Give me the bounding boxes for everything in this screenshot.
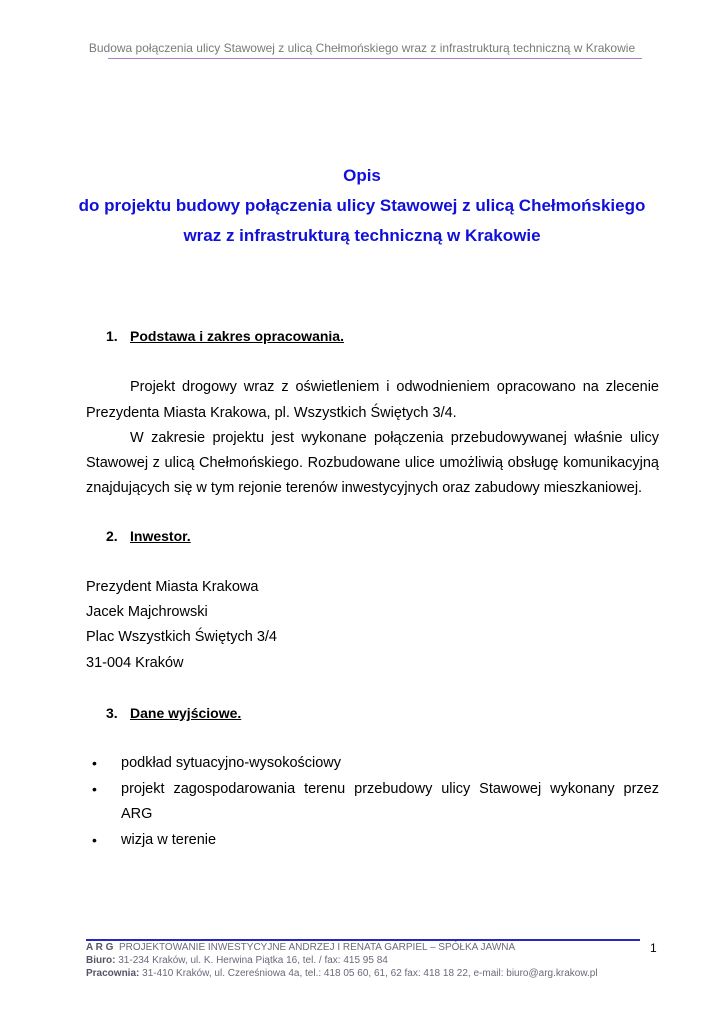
list-item: projekt zagospodarowania terenu przebudowy ulicy Stawowej wykonany przez bbox=[121, 781, 659, 797]
list-item: podkład sytuacyjno-wysokościowy bbox=[121, 755, 342, 771]
header-rule bbox=[108, 58, 642, 59]
paragraph-line: W zakresie projektu jest wykonane połączenia przebudowywanej właśnie ulicy bbox=[130, 430, 659, 446]
footer-office-text: 31-234 Kraków, ul. K. Herwina Piątka 16, tel. / fax: 415 95 84 bbox=[118, 955, 388, 966]
section-1-heading bbox=[106, 328, 344, 344]
title-line-subject: do projektu budowy połączenia ulicy Stawowej z ulicą Chełmońskiego bbox=[78, 196, 646, 215]
footer-company bbox=[86, 942, 515, 954]
investor-city: 31-004 Kraków bbox=[86, 655, 184, 671]
footer-office bbox=[86, 955, 388, 967]
section-1-title: Podstawa i zakres opracowania. bbox=[130, 328, 344, 344]
page-number: 1 bbox=[650, 941, 657, 955]
footer-studio bbox=[86, 968, 598, 980]
list-item-continuation: ARG bbox=[121, 806, 153, 822]
footer-studio-label: Pracownia: bbox=[86, 968, 140, 979]
document-title bbox=[0, 161, 724, 251]
footer-company-name: PROJEKTOWANIE INWESTYCYJNE ANDRZEJ I RENATA GARPIEL – SPÓŁKA JAWNA bbox=[118, 942, 516, 953]
bullet-icon: • bbox=[92, 781, 97, 797]
list-item: wizja w terenie bbox=[121, 832, 217, 848]
bullet-icon: • bbox=[92, 832, 97, 848]
investor-street: Plac Wszystkich Świętych 3/4 bbox=[86, 629, 277, 645]
section-2-title: Inwestor. bbox=[130, 528, 191, 544]
footer-studio-text: 31-410 Kraków, ul. Czereśniowa 4a, tel.: 418 05 60, 61, 62 fax: 418 18 22, e-mail: biuro@arg.krakow.pl bbox=[142, 968, 598, 979]
section-2-heading bbox=[106, 528, 191, 544]
investor-person: Jacek Majchrowski bbox=[86, 604, 208, 620]
section-1-number: 1. bbox=[106, 328, 118, 344]
section-3-heading bbox=[106, 705, 241, 721]
paragraph-line: Stawowej z ulicą Chełmońskiego. Rozbudowane ulice umożliwią obsługę komunikacyjną bbox=[86, 455, 659, 471]
section-2-number: 2. bbox=[106, 528, 118, 544]
section-3-number: 3. bbox=[106, 705, 118, 721]
title-line-opis: Opis bbox=[343, 166, 381, 185]
section-3-title: Dane wyjściowe. bbox=[130, 705, 242, 721]
bullet-icon: • bbox=[92, 755, 97, 771]
footer-rule bbox=[86, 939, 640, 941]
running-header: Budowa połączenia ulicy Stawowej z ulicą Chełmońskiego wraz z infrastrukturą techniczną w Krakowie bbox=[88, 41, 636, 55]
paragraph-line: Prezydenta Miasta Krakowa, pl. Wszystkich Świętych 3/4. bbox=[86, 405, 457, 421]
paragraph-line: Projekt drogowy wraz z oświetleniem i odwodnieniem opracowano na zlecenie bbox=[130, 379, 659, 395]
footer-company-label: A R G bbox=[86, 942, 114, 953]
footer-office-label: Biuro: bbox=[86, 955, 116, 966]
paragraph-line: znajdujących się w tym rejonie terenów inwestycyjnych oraz zabudowy mieszkaniowej. bbox=[86, 480, 643, 496]
investor-name: Prezydent Miasta Krakowa bbox=[86, 579, 259, 595]
title-line-location: wraz z infrastrukturą techniczną w Krakowie bbox=[183, 226, 541, 245]
